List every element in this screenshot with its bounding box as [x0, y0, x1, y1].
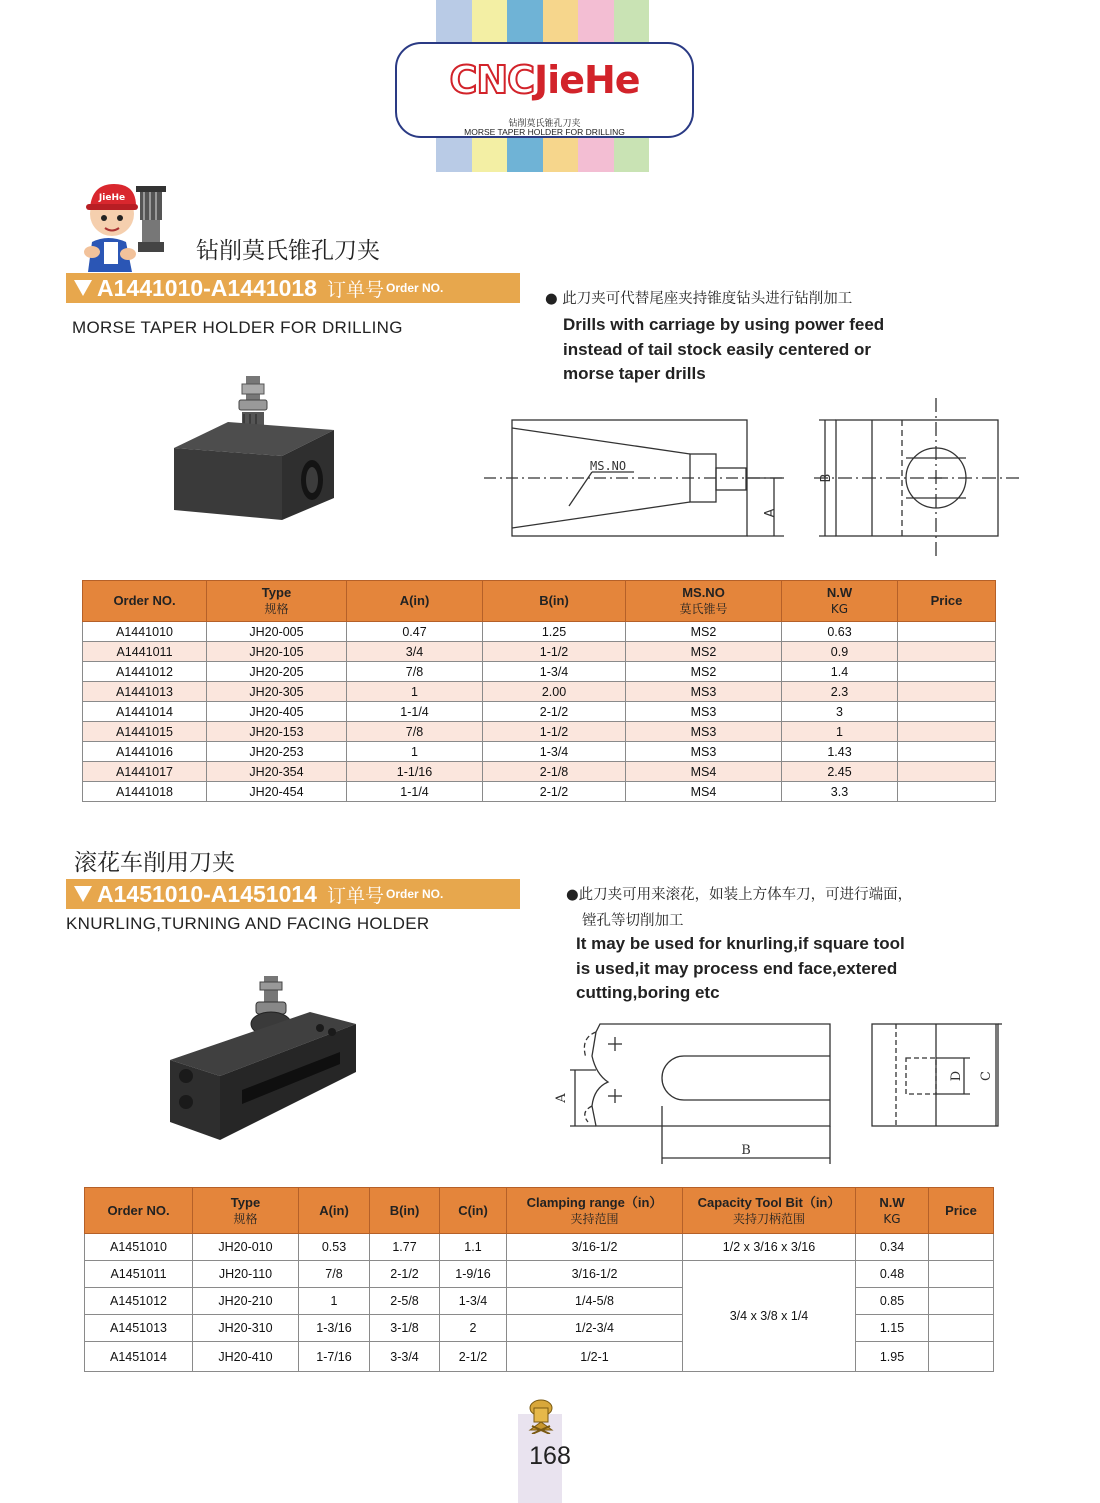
cell: MS3	[626, 742, 782, 762]
section1-order-label-en: Order NO.	[385, 281, 444, 295]
cell: JH20-210	[193, 1288, 299, 1315]
drawing-label-a: A	[554, 1093, 569, 1103]
cell: 2.00	[483, 682, 626, 702]
table-row	[83, 702, 996, 722]
desc-line: It may be used for knurling,if square tool	[576, 934, 905, 953]
triangle-icon	[74, 280, 92, 296]
logo-jiehe: JieHe	[534, 58, 640, 102]
cell: 1-1/16	[347, 762, 483, 782]
cell: 1	[299, 1288, 370, 1315]
col-b: B(in)	[483, 581, 626, 622]
cell: 7/8	[347, 662, 483, 682]
cell: MS2	[626, 662, 782, 682]
section2-desc-en	[576, 932, 905, 1006]
cell: 1.95	[856, 1342, 929, 1372]
cell: 1-3/4	[440, 1288, 507, 1315]
cell: 0.47	[347, 622, 483, 642]
section1-order-code: A1441010-A1441018	[97, 274, 317, 301]
knurling-holder-product-image	[160, 972, 360, 1150]
cell: A1451014	[85, 1342, 193, 1372]
table-row	[83, 622, 996, 642]
cell	[929, 1234, 994, 1261]
cell	[898, 742, 996, 762]
cell: 1-1/2	[483, 642, 626, 662]
col-price: Price	[929, 1188, 994, 1234]
cell: 0.34	[856, 1234, 929, 1261]
cell: 1	[347, 682, 483, 702]
cell: JH20-305	[207, 682, 347, 702]
table-row	[85, 1315, 994, 1342]
cell: 3.3	[782, 782, 898, 802]
col-type: Type 规格	[207, 581, 347, 622]
cell: 3	[782, 702, 898, 722]
table-row	[83, 642, 996, 662]
table-header-row	[85, 1188, 994, 1234]
cell: 7/8	[299, 1261, 370, 1288]
cell: MS3	[626, 682, 782, 702]
cell: MS2	[626, 642, 782, 662]
table-row	[85, 1234, 994, 1261]
section1-order-bar	[66, 273, 520, 303]
knurling-holder-table	[84, 1187, 994, 1372]
page-number: 168	[529, 1442, 571, 1470]
cell: 3/16-1/2	[507, 1261, 683, 1288]
cell: JH20-410	[193, 1342, 299, 1372]
svg-text:JieHe: JieHe	[98, 193, 126, 203]
section2-order-label-cn: 订单号	[326, 884, 384, 907]
col-ms-no: MS.NO 莫氏锥号	[626, 581, 782, 622]
cell	[898, 782, 996, 802]
cell: 1-3/16	[299, 1315, 370, 1342]
morse-holder-product-image	[166, 370, 338, 525]
desc-line: instead of tail stock easily centered or	[563, 339, 872, 359]
cell: 1.43	[782, 742, 898, 762]
cell: 2	[440, 1315, 507, 1342]
mascot-icon	[78, 176, 182, 272]
cell: 1-9/16	[440, 1261, 507, 1288]
cell: JH20-010	[193, 1234, 299, 1261]
cell: 1/2-3/4	[507, 1315, 683, 1342]
cell: JH20-405	[207, 702, 347, 722]
section2-desc-cn	[566, 882, 912, 934]
trophy-icon	[526, 1398, 556, 1434]
cell: 3/4	[347, 642, 483, 662]
section1-title-en: MORSE TAPER HOLDER FOR DRILLING	[72, 318, 403, 337]
cell	[898, 642, 996, 662]
col-a: A(in)	[299, 1188, 370, 1234]
cell: MS4	[626, 762, 782, 782]
col-order-no: Order NO.	[85, 1188, 193, 1234]
desc-line: 镗孔等切削加工	[582, 913, 684, 929]
cell: 1.77	[370, 1234, 440, 1261]
cell: JH20-310	[193, 1315, 299, 1342]
logo-wordmark	[397, 58, 692, 102]
cell: 0.48	[856, 1261, 929, 1288]
cell: MS3	[626, 702, 782, 722]
cell: 0.53	[299, 1234, 370, 1261]
cell: JH20-253	[207, 742, 347, 762]
triangle-icon	[74, 886, 92, 902]
cell: JH20-110	[193, 1261, 299, 1288]
cell: 1-1/4	[347, 782, 483, 802]
header-subtitle-en: MORSE TAPER HOLDER FOR DRILLING	[464, 127, 625, 137]
table-row	[85, 1261, 994, 1288]
drawing-label-b: B	[819, 473, 834, 483]
section2-order-label-en: Order NO.	[385, 887, 444, 901]
table-row	[85, 1342, 994, 1372]
section2-title-en: KNURLING,TURNING AND FACING HOLDER	[66, 914, 430, 933]
cell	[898, 622, 996, 642]
desc-line: cutting,boring etc	[576, 983, 720, 1002]
cell: 0.9	[782, 642, 898, 662]
morse-holder-table	[82, 580, 996, 802]
cell	[929, 1342, 994, 1372]
cell: 2.3	[782, 682, 898, 702]
cell: 0.85	[856, 1288, 929, 1315]
cell: JH20-153	[207, 722, 347, 742]
cell	[898, 682, 996, 702]
drawing-label-a: A	[763, 508, 778, 518]
cell: 1.1	[440, 1234, 507, 1261]
drawing-label-ms: MS.NO	[590, 459, 627, 473]
header-subtitle-cn: 钻削莫氏锥孔刀夹	[508, 118, 581, 128]
cell-merged-capacity: 3/4 x 3/8 x 1/4	[683, 1261, 856, 1372]
col-b: B(in)	[370, 1188, 440, 1234]
cell: 1-3/4	[483, 742, 626, 762]
cell: JH20-454	[207, 782, 347, 802]
cell: 0.63	[782, 622, 898, 642]
cell: 1.4	[782, 662, 898, 682]
cell: A1441014	[83, 702, 207, 722]
cell: 3-3/4	[370, 1342, 440, 1372]
cell: 1/2 x 3/16 x 3/16	[683, 1234, 856, 1261]
table-row	[85, 1288, 994, 1315]
drawing-label-c: C	[979, 1071, 994, 1081]
cell: JH20-105	[207, 642, 347, 662]
cell: A1441015	[83, 722, 207, 742]
col-clamping-range: Clamping range（in） 夹持范围	[507, 1188, 683, 1234]
cell: A1451013	[85, 1315, 193, 1342]
cell: 2-1/8	[483, 762, 626, 782]
cell: MS4	[626, 782, 782, 802]
section2-title-cn: 滚花车削用刀夹	[74, 850, 235, 876]
morse-holder-drawing	[484, 398, 1024, 558]
section1-desc-cn: ● 此刀夹可代替尾座夹持锥度钻头进行钻削加工	[545, 291, 853, 307]
table-row	[83, 662, 996, 682]
col-price: Price	[898, 581, 996, 622]
cell: A1441012	[83, 662, 207, 682]
table-row	[83, 762, 996, 782]
cell: A1441010	[83, 622, 207, 642]
cell: 2-5/8	[370, 1288, 440, 1315]
logo-cnc: CNC	[449, 58, 535, 102]
cell: 1-1/4	[347, 702, 483, 722]
cell: 1-7/16	[299, 1342, 370, 1372]
cell	[898, 702, 996, 722]
table-row	[83, 722, 996, 742]
col-nw: N.W KG	[782, 581, 898, 622]
table-header-row	[83, 581, 996, 622]
knurling-holder-drawing	[550, 1018, 1010, 1168]
desc-line: Drills with carriage by using power feed	[563, 315, 885, 334]
table-row	[83, 742, 996, 762]
cell: 1	[782, 722, 898, 742]
cell: 1-3/4	[483, 662, 626, 682]
cell: 3/16-1/2	[507, 1234, 683, 1261]
col-order-no: Order NO.	[83, 581, 207, 622]
cell: JH20-205	[207, 662, 347, 682]
cell: 1.25	[483, 622, 626, 642]
table-row	[83, 782, 996, 802]
cell: A1441018	[83, 782, 207, 802]
col-type: Type 规格	[193, 1188, 299, 1234]
cell: A1441011	[83, 642, 207, 662]
cell	[929, 1261, 994, 1288]
cell	[898, 662, 996, 682]
desc-line: ●此刀夹可用来滚花，如装上方体车刀，可进行端面，	[566, 887, 913, 903]
cell: 1.15	[856, 1315, 929, 1342]
col-c: C(in)	[440, 1188, 507, 1234]
cell: A1441013	[83, 682, 207, 702]
cell: A1441016	[83, 742, 207, 762]
cell: 1	[347, 742, 483, 762]
cell: JH20-005	[207, 622, 347, 642]
cell	[929, 1288, 994, 1315]
section2-order-bar	[66, 879, 520, 909]
drawing-label-d: D	[949, 1070, 964, 1082]
cell	[898, 762, 996, 782]
cell: 1/2-1	[507, 1342, 683, 1372]
cell	[929, 1315, 994, 1342]
col-a: A(in)	[347, 581, 483, 622]
cell: JH20-354	[207, 762, 347, 782]
cell: 1-1/2	[483, 722, 626, 742]
cell: A1451012	[85, 1288, 193, 1315]
section1-desc-en	[563, 313, 884, 387]
desc-line: morse taper drills	[563, 364, 706, 383]
desc-line: is used,it may process end face,extered	[576, 958, 898, 978]
section1-order-label-cn: 订单号	[326, 278, 384, 301]
cell: MS3	[626, 722, 782, 742]
drawing-label-b: B	[741, 1143, 751, 1158]
brand-logo	[395, 42, 694, 138]
cell: 7/8	[347, 722, 483, 742]
col-capacity-tool-bit: Capacity Tool Bit（in） 夹持刀柄范围	[683, 1188, 856, 1234]
cell: A1441017	[83, 762, 207, 782]
table-row	[83, 682, 996, 702]
cell: MS2	[626, 622, 782, 642]
cell: A1451010	[85, 1234, 193, 1261]
cell: 2-1/2	[370, 1261, 440, 1288]
cell: A1451011	[85, 1261, 193, 1288]
cell: 2.45	[782, 762, 898, 782]
section2-order-code: A1451010-A1451014	[97, 880, 317, 907]
cell: 2-1/2	[440, 1342, 507, 1372]
cell: 3-1/8	[370, 1315, 440, 1342]
cell: 2-1/2	[483, 702, 626, 722]
col-nw: N.W KG	[856, 1188, 929, 1234]
section1-title-cn: 钻削莫氏锥孔刀夹	[196, 238, 380, 264]
cell	[898, 722, 996, 742]
cell: 1/4-5/8	[507, 1288, 683, 1315]
cell: 2-1/2	[483, 782, 626, 802]
